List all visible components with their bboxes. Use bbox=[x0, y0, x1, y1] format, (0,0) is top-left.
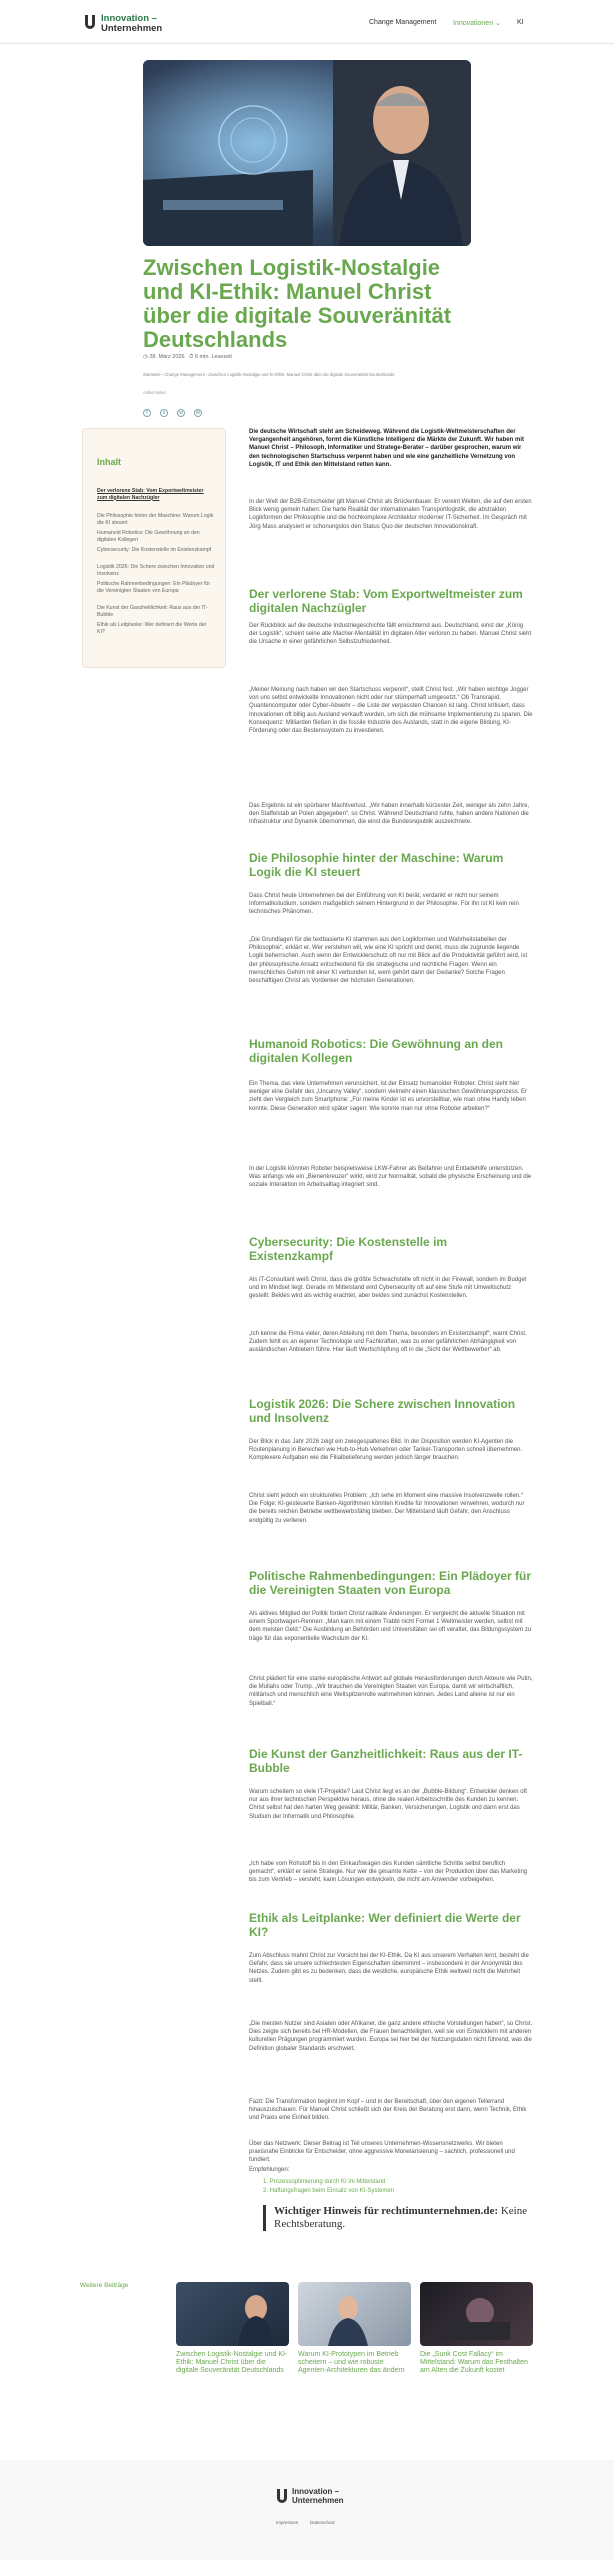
toc-item[interactable]: Cybersecurity: Die Kostenstelle im Existenzkampf bbox=[97, 547, 212, 553]
breadcrumb[interactable]: Startseite › Change Management › Zwischen Logistik-Nostalgie und KI-Ethik: Manuel Christ über die digitale Souveränität Deutschlands bbox=[143, 372, 395, 377]
paragraph: In der Welt der B2B-Entscheider gilt Manuel Christ als Brückenbauer. Er vereint Welten, die auf den ersten Blick wenig gemein haben: Die harte Realität der internationalen Transportlogistik, die abstrakten Logikformen der Philosophie und die hochkomplexe Architektur moderner IT-Sicherheit. Im Gespräch mit Jörg Mass analysiert er schonungslos den Status Quo der deutschen Innovationskraft. bbox=[249, 499, 532, 530]
logo-icon[interactable] bbox=[84, 14, 96, 30]
x-icon[interactable]: x bbox=[160, 409, 168, 417]
datenschutz-link[interactable]: Datenschutz bbox=[310, 2520, 336, 2525]
legal-note-bold: Wichtiger Hinweis für rechtimunternehmen.de: bbox=[274, 2205, 499, 2217]
section-heading: Humanoid Robotics: Die Gewöhnung an den digitalen Kollegen bbox=[249, 1037, 503, 1065]
paragraph: Christ plädiert für eine starke europäische Antwort auf globale Herausforderungen durch Akteure wie Putin, die Mullahs oder Trump. „Wir brauchen die Vereinigten Staaten von Europa, damit wir wirtschaftlich, militärisch und menschlich eine Weltspitzenrolle wahrnehmen können. Jedes Land alleine ist nur ein Spielball.“ bbox=[249, 1676, 533, 1707]
section-heading: Die Philosophie hinter der Maschine: Warum Logik die KI steuert bbox=[249, 851, 504, 879]
related-image[interactable] bbox=[420, 2282, 533, 2346]
section-heading: Die Kunst der Ganzheitlichkeit: Raus aus der IT-Bubble bbox=[249, 1747, 523, 1775]
section-heading: Cybersecurity: Die Kostenstelle im Existenzkampf bbox=[249, 1235, 448, 1263]
recommendations-label: Empfehlungen: bbox=[249, 2167, 290, 2173]
logo-line2: Unternehmen bbox=[101, 23, 163, 34]
hero-image bbox=[143, 60, 471, 246]
network-paragraph: Über das Netzwerk: Dieser Beitrag ist Teil unseres Unternehmen-Wissensnetzwerks. Wir bieten praxisnahe Einblicke für Entscheider, ohne aggressive Monetarisierung – sachlich, professionell und fundiert. bbox=[249, 2141, 515, 2164]
nav-ki[interactable]: KI bbox=[517, 19, 524, 26]
section-heading: Politische Rahmenbedingungen: Ein Plädoyer für die Vereinigten Staaten von Europa bbox=[249, 1569, 532, 1597]
paragraph: „Ich kenne die Firma vieler, deren Abteilung mit dem Thema, besonders im Existenzkampf“, warnt Christ. Zudem fehlt es an eigener Technologie und Fachkräften, was zu einer gefährlichen Abhängigkeit von ausländischen Anbietern führe. Hier läuft Wertschöpfung oft in die „Sicht der Wettbewerber“ ab. bbox=[249, 1331, 527, 1354]
toc-item[interactable]: Humanoid Robotics: Die Gewöhnung an den digitalen Kollegen bbox=[97, 530, 200, 543]
paragraph: Christ sieht jedoch ein strukturelles Problem: „Ich sehe im Moment eine massive Insolvenzwelle rollen.“ Die Folge: KI-gesteuerte Banken-Algorithmen könnten Kredite für Innovationen verwehren, wodurch nur die bereits reichen Betriebe wettbewerbsfähig bleiben. Der Mittelstand läuft Gefahr, den Anschluss endgültig zu verlieren. bbox=[249, 1493, 525, 1524]
toc-title: Inhalt bbox=[97, 457, 121, 467]
recommendation-link[interactable]: 2. Haftungsfragen beim Einsatz von KI-Systemen bbox=[263, 2188, 395, 2194]
table-of-contents bbox=[82, 428, 226, 668]
chevron-down-icon: ⌄ bbox=[495, 20, 501, 27]
paragraph: „Meiner Meinung nach haben wir den Startschuss verpennt“, stellt Christ fest. „Wir haben wichtige Jogger von uns selbst entwickelte Innovationen nicht oder nur stümperhaft umgesetzt.“ Ob Transrapid, Quantencomputer oder Cyber-Abwehr – die Liste der verpassten Chancen ist lang. Christ kritisiert, dass Innovationen oft billig aus Ausland verkauft wurden, um sich die mühsame Implementierung zu sparen. Die Konsequenz: Milliarden fließen in die fossile Industrie des Auslands, statt in die eigene Bildung, KI-Förderung oder das Bestenssystem zu investieren. bbox=[249, 687, 533, 735]
related-title: Weitere Beiträge bbox=[80, 2282, 129, 2289]
paragraph: Dass Christ heute Unternehmen bei der Einführung von KI berät, verdankt er nicht nur seinem Informatikstudium, sondern maßgeblich seinem Hintergrund in der Philosophie. Für ihn ist KI kein rein technisches Phänomen. bbox=[249, 893, 519, 916]
email-icon[interactable]: ✉ bbox=[195, 410, 201, 416]
impressum-link[interactable]: Impressum bbox=[276, 2520, 299, 2525]
share-label: Artikel teilen bbox=[143, 390, 166, 395]
whatsapp-icon[interactable]: w bbox=[177, 409, 185, 417]
fazit-paragraph: Fazit: Die Transformation beginnt im Kopf – und in der Bereitschaft, über den eigenen Tellerrand hinauszuschauen. Für Manuel Christ schließt sich der Kreis der Beratung erst dann, wenn Technik, Ethik und Praxis eine Einheit bilden. bbox=[249, 2099, 527, 2122]
related-link[interactable]: Die „Sunk Cost Fallacy“ im Mittelstand: Warum das Festhalten am Alten die Zukunft kostet bbox=[420, 2351, 528, 2374]
nav-innovationen-label: Innovationen bbox=[453, 20, 494, 27]
logo-icon[interactable] bbox=[276, 2488, 288, 2504]
clock-icon: ⏱ bbox=[189, 354, 194, 360]
paragraph: Das Ergebnis ist ein spürbarer Machtverlust. „Wir haben innerhalb kürzester Zeit, weniger als zehn Jahre, den Staffelstab an Polen abgegeben“, so Christ. Während Deutschland ruhte, haben andere Nationen die Infrastruktur und Dynamik übernommen, die einst die Bundesrepublik auszeichnete. bbox=[249, 803, 530, 826]
paragraph: Der Blick in das Jahr 2026 zeigt ein zwiegespaltenes Bild. In der Disposition werden KI-Agenten die Routenplanung in Bereichen wie Hub-to-Hub-Verkehren oder Tanker-Transporten schnell übernehmen. Komplexere Aufgaben wie die Filialbelieferung werden jedoch länger brauchen. bbox=[249, 1439, 523, 1462]
paragraph: Als aktives Mitglied der Politik fordert Christ radikale Änderungen. Er vergleicht die aktuelle Situation mit einem Sportwagen-Rennen: „Man kann mit einem Trabbi nicht Formel 1 Weltmeister werden, selbst mit dem meisten Geld.“ Die Ausbildung an Behörden und Universitäten sei oft veraltet, das Bildungssystem zu träge für das exponentielle Wachstum der KI. bbox=[249, 1611, 532, 1642]
paragraph: „Die meisten Nutzer sind Asiaten oder Afrikaner, die ganz andere ethische Vorstellungen haben“, so Christ. Dies zeigte sich bereits bei HR-Modellen, die Frauen benachteiligten, weil sie von Entwicklern mit anderen kulturellen Prägungen programmiert wurden. Europa sei hier bei der Nutzungsdaten nicht führend, was die Definition globaler Standards erschwert. bbox=[249, 2021, 533, 2052]
toc-item[interactable]: Der verlorene Stab: Vom Exportweltmeister zum digitalen Nachzügler bbox=[97, 488, 204, 501]
paragraph: „Die Grundlagen für die textbasierte KI stammen aus den Logikformen und Wahrheitstabellen der Philosophie“, erklärt er. Wer verstehen will, wie eine KI spricht und denkt, muss die zugrunde liegende Logik beherrschen. Auch wenn der Entwicklerschutz oft nur mit Blick auf die Produktivität geführt wird, ist der philosophische Ansatz entscheidend für die strategische und rechtliche Fragen: Wenn ein menschliches Gehirn mit einer KI verbunden ist, wem gehört dann der Gedanke? Solche Fragen beschäftigen Christ als Vordenker der höchsten Generationen. bbox=[249, 937, 528, 985]
toc-item[interactable]: Politische Rahmenbedingungen: Ein Plädoyer für die Vereinigten Staaten von Europa bbox=[97, 581, 211, 594]
footer-logo[interactable] bbox=[292, 2487, 344, 2505]
paragraph: Zum Abschluss mahnt Christ zur Vorsicht bei der KI-Ethik. Da KI aus unserem Verhalten lernt, besteht die Gefahr, dass sie unsere schlechtesten Eigenschaften übernimmt – insbesondere in der Anonymität des Netzes. Zudem gibt es zu bedenken, dass die westliche, europäische Ethik weltweit nicht die Mehrheit stellt. bbox=[249, 1953, 529, 1984]
related-image[interactable] bbox=[176, 2282, 289, 2346]
calendar-icon: ◷ bbox=[143, 354, 148, 360]
recommendation-link[interactable]: 1. Prozessoptimierung durch KI im Mittelstand bbox=[263, 2179, 386, 2185]
toc-item[interactable]: Logistik 2026: Die Schere zwischen Innovation und Insolvenz bbox=[97, 564, 215, 577]
nav-innovationen[interactable] bbox=[453, 19, 501, 27]
related-link[interactable]: Warum KI-Prototypen im Betrieb scheitern – und wie robuste Agenten-Architekturen das ändern bbox=[298, 2351, 405, 2374]
article-meta bbox=[143, 354, 232, 361]
logo-line1: Innovation – bbox=[101, 13, 157, 24]
toc-item[interactable]: Die Kunst der Ganzheitlichkeit: Raus aus der IT-Bubble bbox=[97, 605, 208, 618]
article-title: Zwischen Logistik-Nostalgie und KI-Ethik: Manuel Christ über die digitale Souveränität Deutschlands bbox=[143, 255, 452, 352]
section-heading: Der verlorene Stab: Vom Exportweltmeister zum digitalen Nachzügler bbox=[249, 587, 523, 615]
paragraph: „Ich habe vom Rohstoff bis in den Einkaufswagen des Kunden sämtliche Schritte selbst beruflich gemacht“, erklärt er seine Strategie. Nur wer die gesamte Kette – von der Produktion über das Marketing bis zum Vertrieb – versteht, kann Lösungen entwickeln, die nicht am Anwender vorbeigehen. bbox=[249, 1861, 528, 1884]
read-time: 6 min. Lesezeit bbox=[194, 354, 232, 360]
toc-item[interactable]: Ethik als Leitplanke: Wer definiert die Werte der KI? bbox=[97, 622, 207, 635]
section-heading: Ethik als Leitplanke: Wer definiert die Werte der KI? bbox=[249, 1911, 521, 1939]
site-footer bbox=[0, 2460, 614, 2560]
article-date: 28. März 2026 bbox=[149, 354, 185, 360]
site-logo[interactable] bbox=[101, 14, 162, 34]
section-heading: Logistik 2026: Die Schere zwischen Innovation und Insolvenz bbox=[249, 1397, 516, 1425]
paragraph: Der Rückblick auf die deutsche Industriegeschichte fällt ernüchternd aus. Deutschland, einst der „König der Logistik“, scheint seine alte Macher-Mentalität im digitalen Alter verloren zu haben. Manuel Christ sieht die Ursache in einer gefährlichen Selbstzufriedenheit. bbox=[249, 623, 532, 646]
legal-note-text: Keine Rechtsberatung. bbox=[274, 2205, 528, 2230]
facebook-icon[interactable]: f bbox=[143, 409, 151, 417]
paragraph: Als IT-Consultant weiß Christ, dass die größte Schwachstelle oft nicht in der Firewall, sondern im Budget und im Mindset liegt. Gerade im Mittelstand wird Cybersecurity oft auf eine Stufe mit Umweltschutz gestellt: Beides wird als wichtig erachtet, aber beides sind zunächst Kostenstellen. bbox=[249, 1277, 527, 1300]
related-image[interactable] bbox=[298, 2282, 411, 2346]
paragraph: Ein Thema, das viele Unternehmen verunsichert, ist der Einsatz humanoider Roboter. Christ sieht hier weniger eine Gefahr des „Uncanny Valley“, sondern vielmehr einen klassischen Gewöhnungsprozess. Er zieht den Vergleich zum Smartphone: „Für meine Kinder ist es unvorstellbar, wie man ohne Handy leben konnte. Diese Generation wird später sagen: Wie konnte man nur ohne Roboter arbeiten?“ bbox=[249, 1081, 528, 1112]
footer-logo-line1: Innovation – bbox=[292, 2487, 340, 2496]
paragraph: Warum scheitern so viele IT-Projekte? Laut Christ liegt es an der „Bubble-Bildung“. Entwickler denken oft nur aus ihrer technischen Perspektive heraus, ohne die realen Arbeitsschritte des Kunden zu kennen. Christ selbst hat den harten Weg gewählt: Militär, Banken, Versicherungen, Logistik und dann erst das Studium der Informatik und Philosophie. bbox=[249, 1789, 527, 1820]
related-link[interactable]: Zwischen Logistik-Nostalgie und KI-Ethik: Manuel Christ über die digitale Souveränität Deutschlands bbox=[176, 2351, 288, 2374]
nav-change-management[interactable]: Change Management bbox=[369, 19, 437, 26]
paragraph: In der Logistik könnten Roboter beispielsweise LKW-Fahrer als Beifahrer und Entladehilfe unterstützen. Was anfangs wie ein „Bienenkreuzer“ wirkt, wird zur Normalität, sobald die physische Erscheinung und die soziale Interaktion im Arbeitsalltag integriert sind. bbox=[249, 1166, 532, 1189]
toc-item[interactable]: Die Philosophie hinter der Maschine: Warum Logik die KI steuert bbox=[97, 513, 214, 526]
footer-logo-line2: Unternehmen bbox=[292, 2496, 344, 2505]
site-header bbox=[0, 0, 614, 44]
legal-note bbox=[263, 2205, 533, 2231]
lead-paragraph: Die deutsche Wirtschaft steht am Scheideweg. Während die Logistik-Weltmeisterschaften der Vergangenheit angehören, formt die Künstliche Intelligenz die Märkte der Zukunft. Wir haben mit Manuel Christ – Philosoph, Informatiker und Stratege-Berater – darüber gesprochen, warum wir den technologischen Startschuss verpennt haben und wie eine ganzheitliche Vernetzung von Logistik, IT und Ethik den Mittelstand retten kann. bbox=[249, 429, 524, 468]
